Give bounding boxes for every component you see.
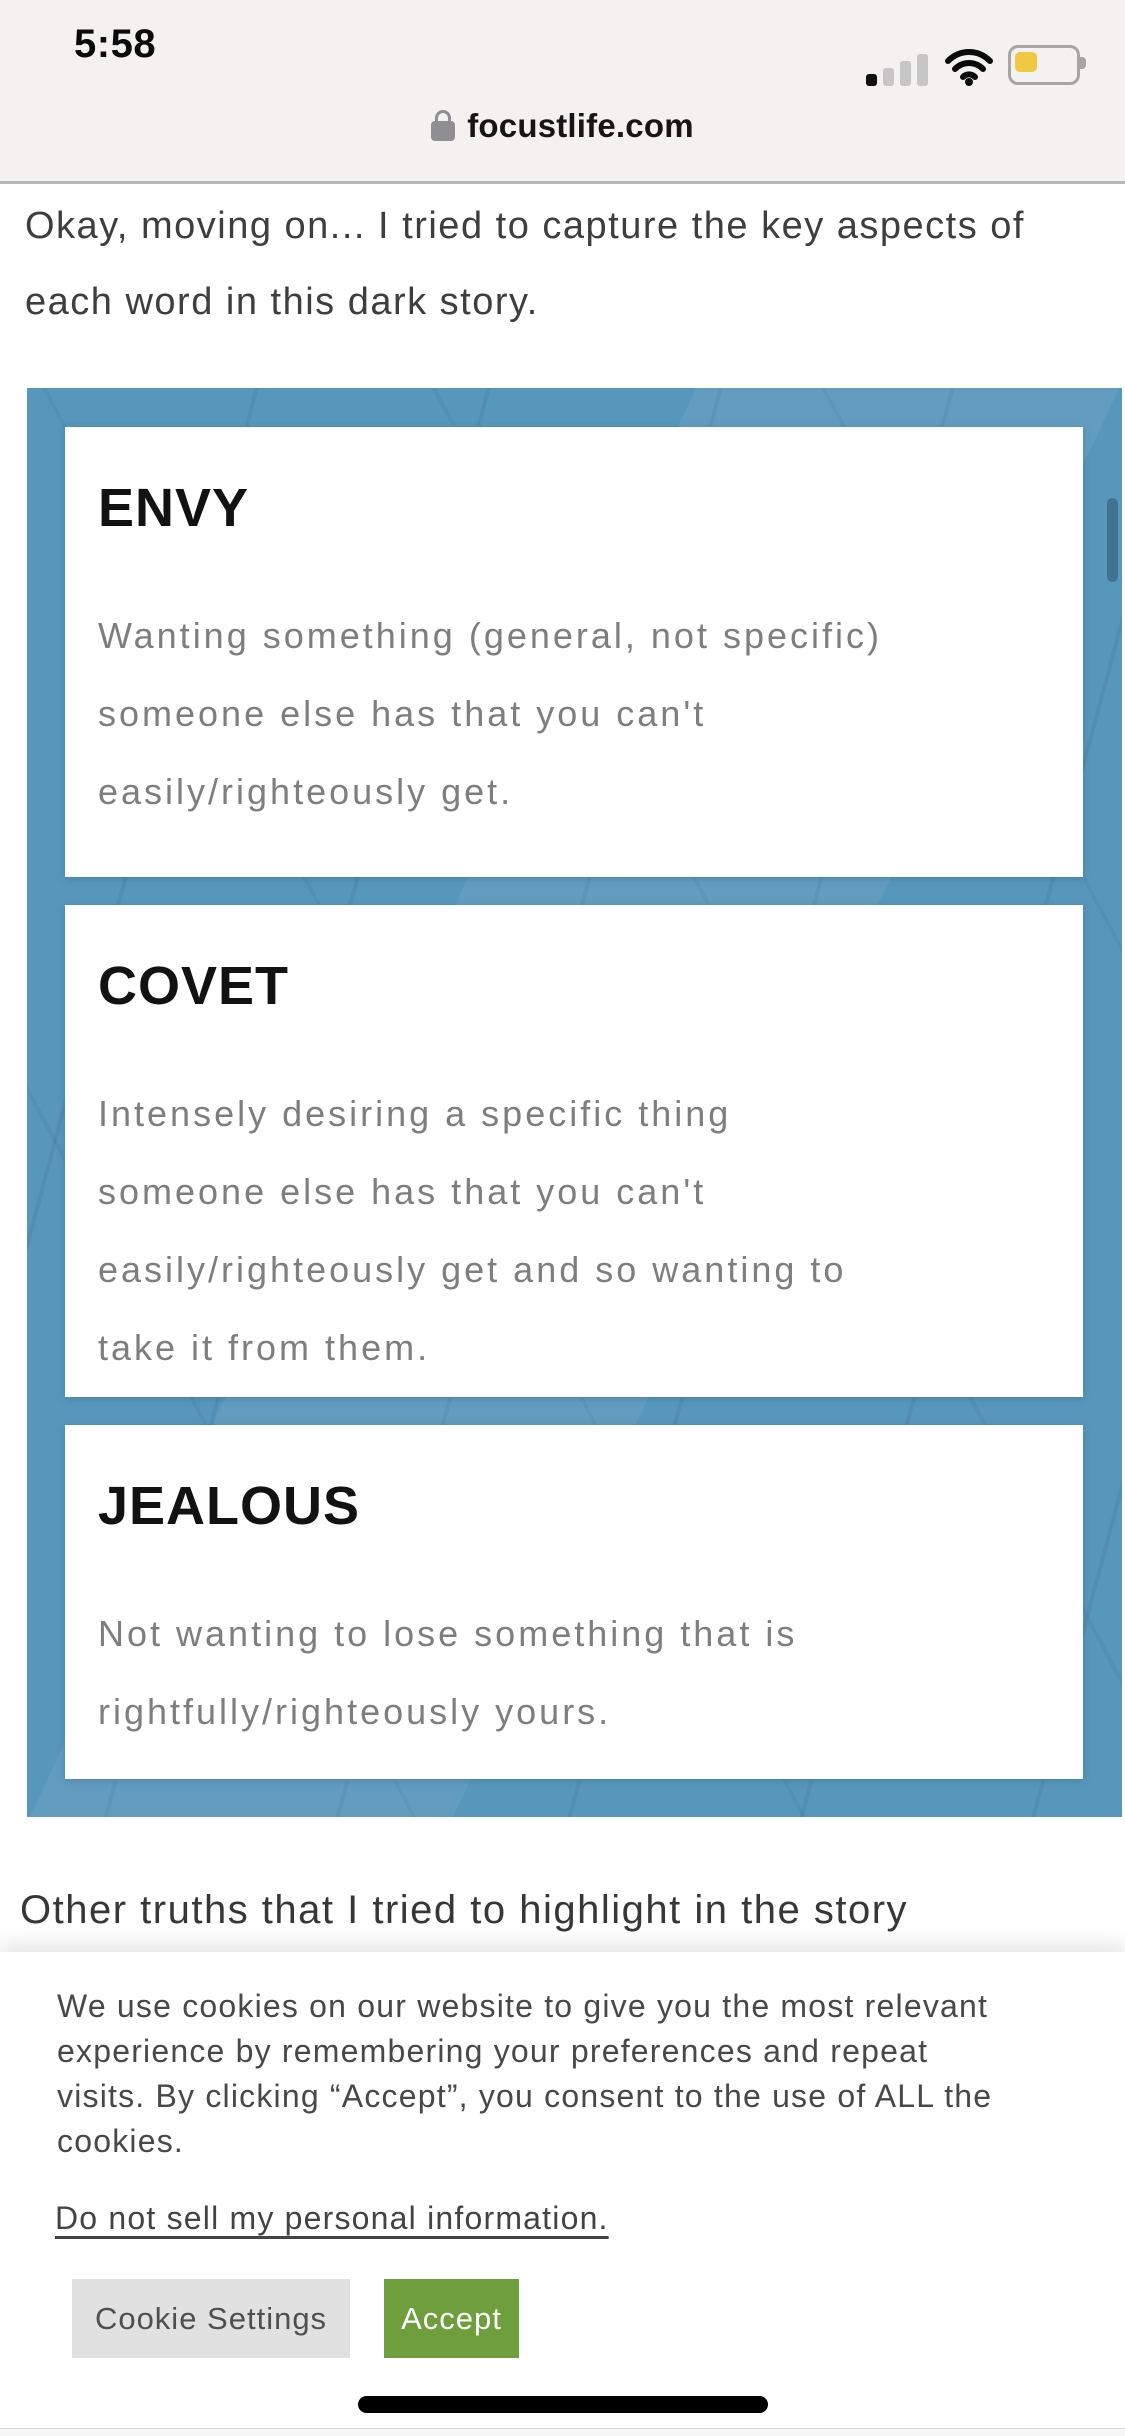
card-description: Intensely desiring a specific thing someone else has that you can't easily/righteously get and so wanting to take it from them. [98, 1093, 847, 1368]
cookie-message: We use cookies on our website to give you the most relevant experience by remembering your preferences and repeat visits. By clicking “Accept”, you consent to the use of ALL the cookies. [57, 1988, 993, 2159]
status-icons [860, 30, 1080, 86]
card-title: JEALOUS [98, 1476, 361, 1536]
card-description: Wanting something (general, not specific) someone else has that you can't easily/righteously get. [98, 615, 882, 812]
wifi-icon [944, 48, 994, 86]
definitions-panel [27, 388, 1122, 1817]
battery-icon [1008, 45, 1080, 85]
cellular-signal-icon [860, 54, 928, 86]
definition-card-covet [65, 905, 1083, 1397]
scrollbar-thumb[interactable] [1107, 498, 1118, 582]
url-bar[interactable] [0, 96, 1125, 156]
bottom-toolbar-edge [0, 2428, 1125, 2436]
cookie-banner [0, 1952, 1125, 2428]
card-title: COVET [98, 956, 290, 1016]
browser-header [0, 0, 1125, 184]
page-outro: Other truths that I tried to highlight in the story [20, 1888, 909, 1932]
home-indicator[interactable] [358, 2396, 768, 2413]
card-description: Not wanting to lose something that is rightfully/righteously yours. [98, 1613, 798, 1732]
card-title: ENVY [98, 478, 250, 538]
accept-button[interactable]: Accept [384, 2279, 519, 2358]
definition-card-jealous [65, 1425, 1083, 1779]
url-text: focustlife.com [467, 107, 694, 144]
cookie-actions [72, 2279, 519, 2358]
cookie-settings-button[interactable]: Cookie Settings [72, 2279, 350, 2358]
battery-fill-low-power [1015, 52, 1037, 72]
clock-label: 5:58 [74, 22, 157, 66]
definition-card-envy [65, 427, 1083, 877]
do-not-sell-link[interactable]: Do not sell my personal information. [55, 2200, 609, 2236]
lock-icon [431, 121, 455, 141]
page-intro: Okay, moving on... I tried to capture the key aspects of each word in this dark story. [25, 205, 1025, 323]
